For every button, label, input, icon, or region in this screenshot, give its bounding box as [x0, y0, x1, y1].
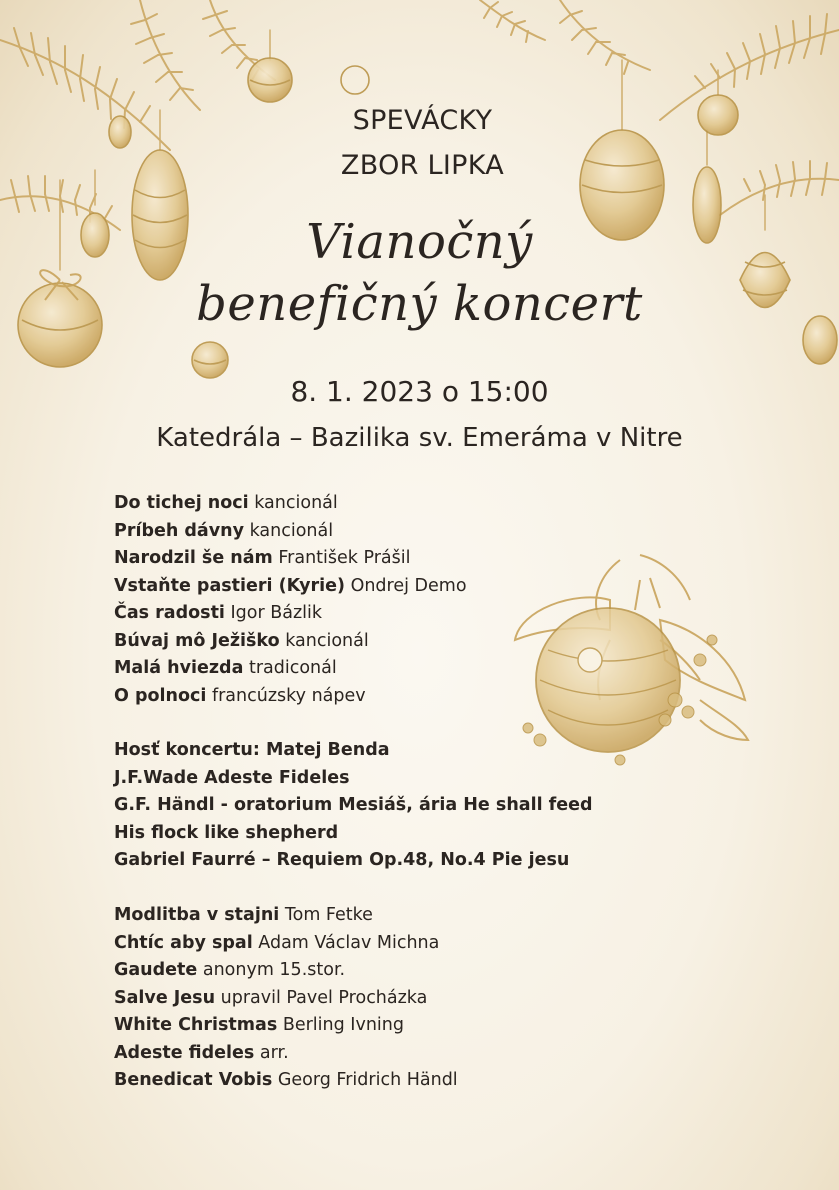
choir-name-line2: ZBOR LIPKA	[340, 150, 505, 181]
song-title: O polnoci	[114, 685, 207, 706]
program-item	[114, 518, 714, 546]
choir-name-line1: SPEVÁCKY	[352, 105, 493, 136]
song-title: White Christmas	[114, 1015, 278, 1035]
song-author: Adam Václav Michna	[258, 932, 440, 953]
song-title: Príbeh dávny	[114, 520, 245, 541]
guest-section	[114, 737, 714, 875]
program-part1	[114, 490, 714, 710]
program-item	[114, 573, 714, 601]
song-author: Igor Bázlik	[230, 603, 323, 623]
concert-title-line2: benefičný koncert	[196, 276, 643, 332]
program-item	[114, 545, 714, 573]
program-item	[114, 1067, 714, 1095]
program-item	[114, 902, 714, 930]
song-title: Do tichej noci	[114, 493, 249, 513]
program-item	[114, 490, 714, 518]
song-author: kancionál	[285, 630, 369, 651]
program-item	[114, 1012, 714, 1040]
song-author: Tom Fetke	[284, 905, 373, 925]
song-title: Salve Jesu	[114, 987, 216, 1008]
program-item	[114, 985, 714, 1013]
guest-line: Gabriel Faurré – Requiem Op.48, No.4 Pie jesu	[114, 850, 570, 870]
song-title: Čas radosti	[114, 603, 225, 623]
concert-title-line1: Vianočný	[306, 214, 533, 270]
song-author: František Prášil	[278, 548, 411, 568]
program-item	[114, 628, 714, 656]
song-title: Vstaňte pastieri (Kyrie)	[114, 575, 345, 596]
song-author: kancionál	[249, 520, 334, 541]
program-item	[114, 930, 714, 958]
song-author: arr.	[259, 1042, 289, 1063]
song-author: anonym 15.stor.	[202, 960, 346, 980]
program-part2	[114, 902, 714, 1095]
song-title: Gaudete	[114, 960, 198, 980]
guest-line: Hosť koncertu: Matej Benda	[114, 740, 390, 760]
guest-line: His flock like shepherd	[114, 822, 339, 843]
song-title: Benedicat Vobis	[114, 1070, 273, 1090]
song-author: Berling Ivning	[282, 1015, 404, 1035]
song-author: Georg Fridrich Händl	[277, 1070, 458, 1090]
program-item	[114, 600, 714, 628]
program-item	[114, 957, 714, 985]
song-title: Narodzil še nám	[114, 548, 273, 568]
event-datetime: 8. 1. 2023 o 15:00	[290, 375, 549, 408]
song-author: kancionál	[254, 493, 338, 513]
guest-line: G.F. Händl - oratorium Mesiáš, ária He shall feed	[114, 795, 593, 815]
program-item	[114, 683, 714, 711]
guest-line: J.F.Wade Adeste Fideles	[114, 767, 350, 788]
song-author: Ondrej Demo	[350, 575, 467, 596]
song-title: Adeste fideles	[114, 1042, 255, 1063]
song-title: Búvaj mô Ježiško	[114, 630, 280, 651]
program-item	[114, 655, 714, 683]
song-title: Malá hviezda	[114, 658, 244, 678]
song-author: upravil Pavel Procházka	[220, 987, 428, 1008]
song-title: Chtíc aby spal	[114, 932, 253, 953]
song-title: Modlitba v stajni	[114, 905, 280, 925]
song-author: francúzsky nápev	[211, 685, 366, 706]
program-item	[114, 1040, 714, 1068]
song-author: tradiconál	[248, 658, 337, 678]
event-venue: Katedrála – Bazilika sv. Emeráma v Nitre	[156, 423, 683, 453]
